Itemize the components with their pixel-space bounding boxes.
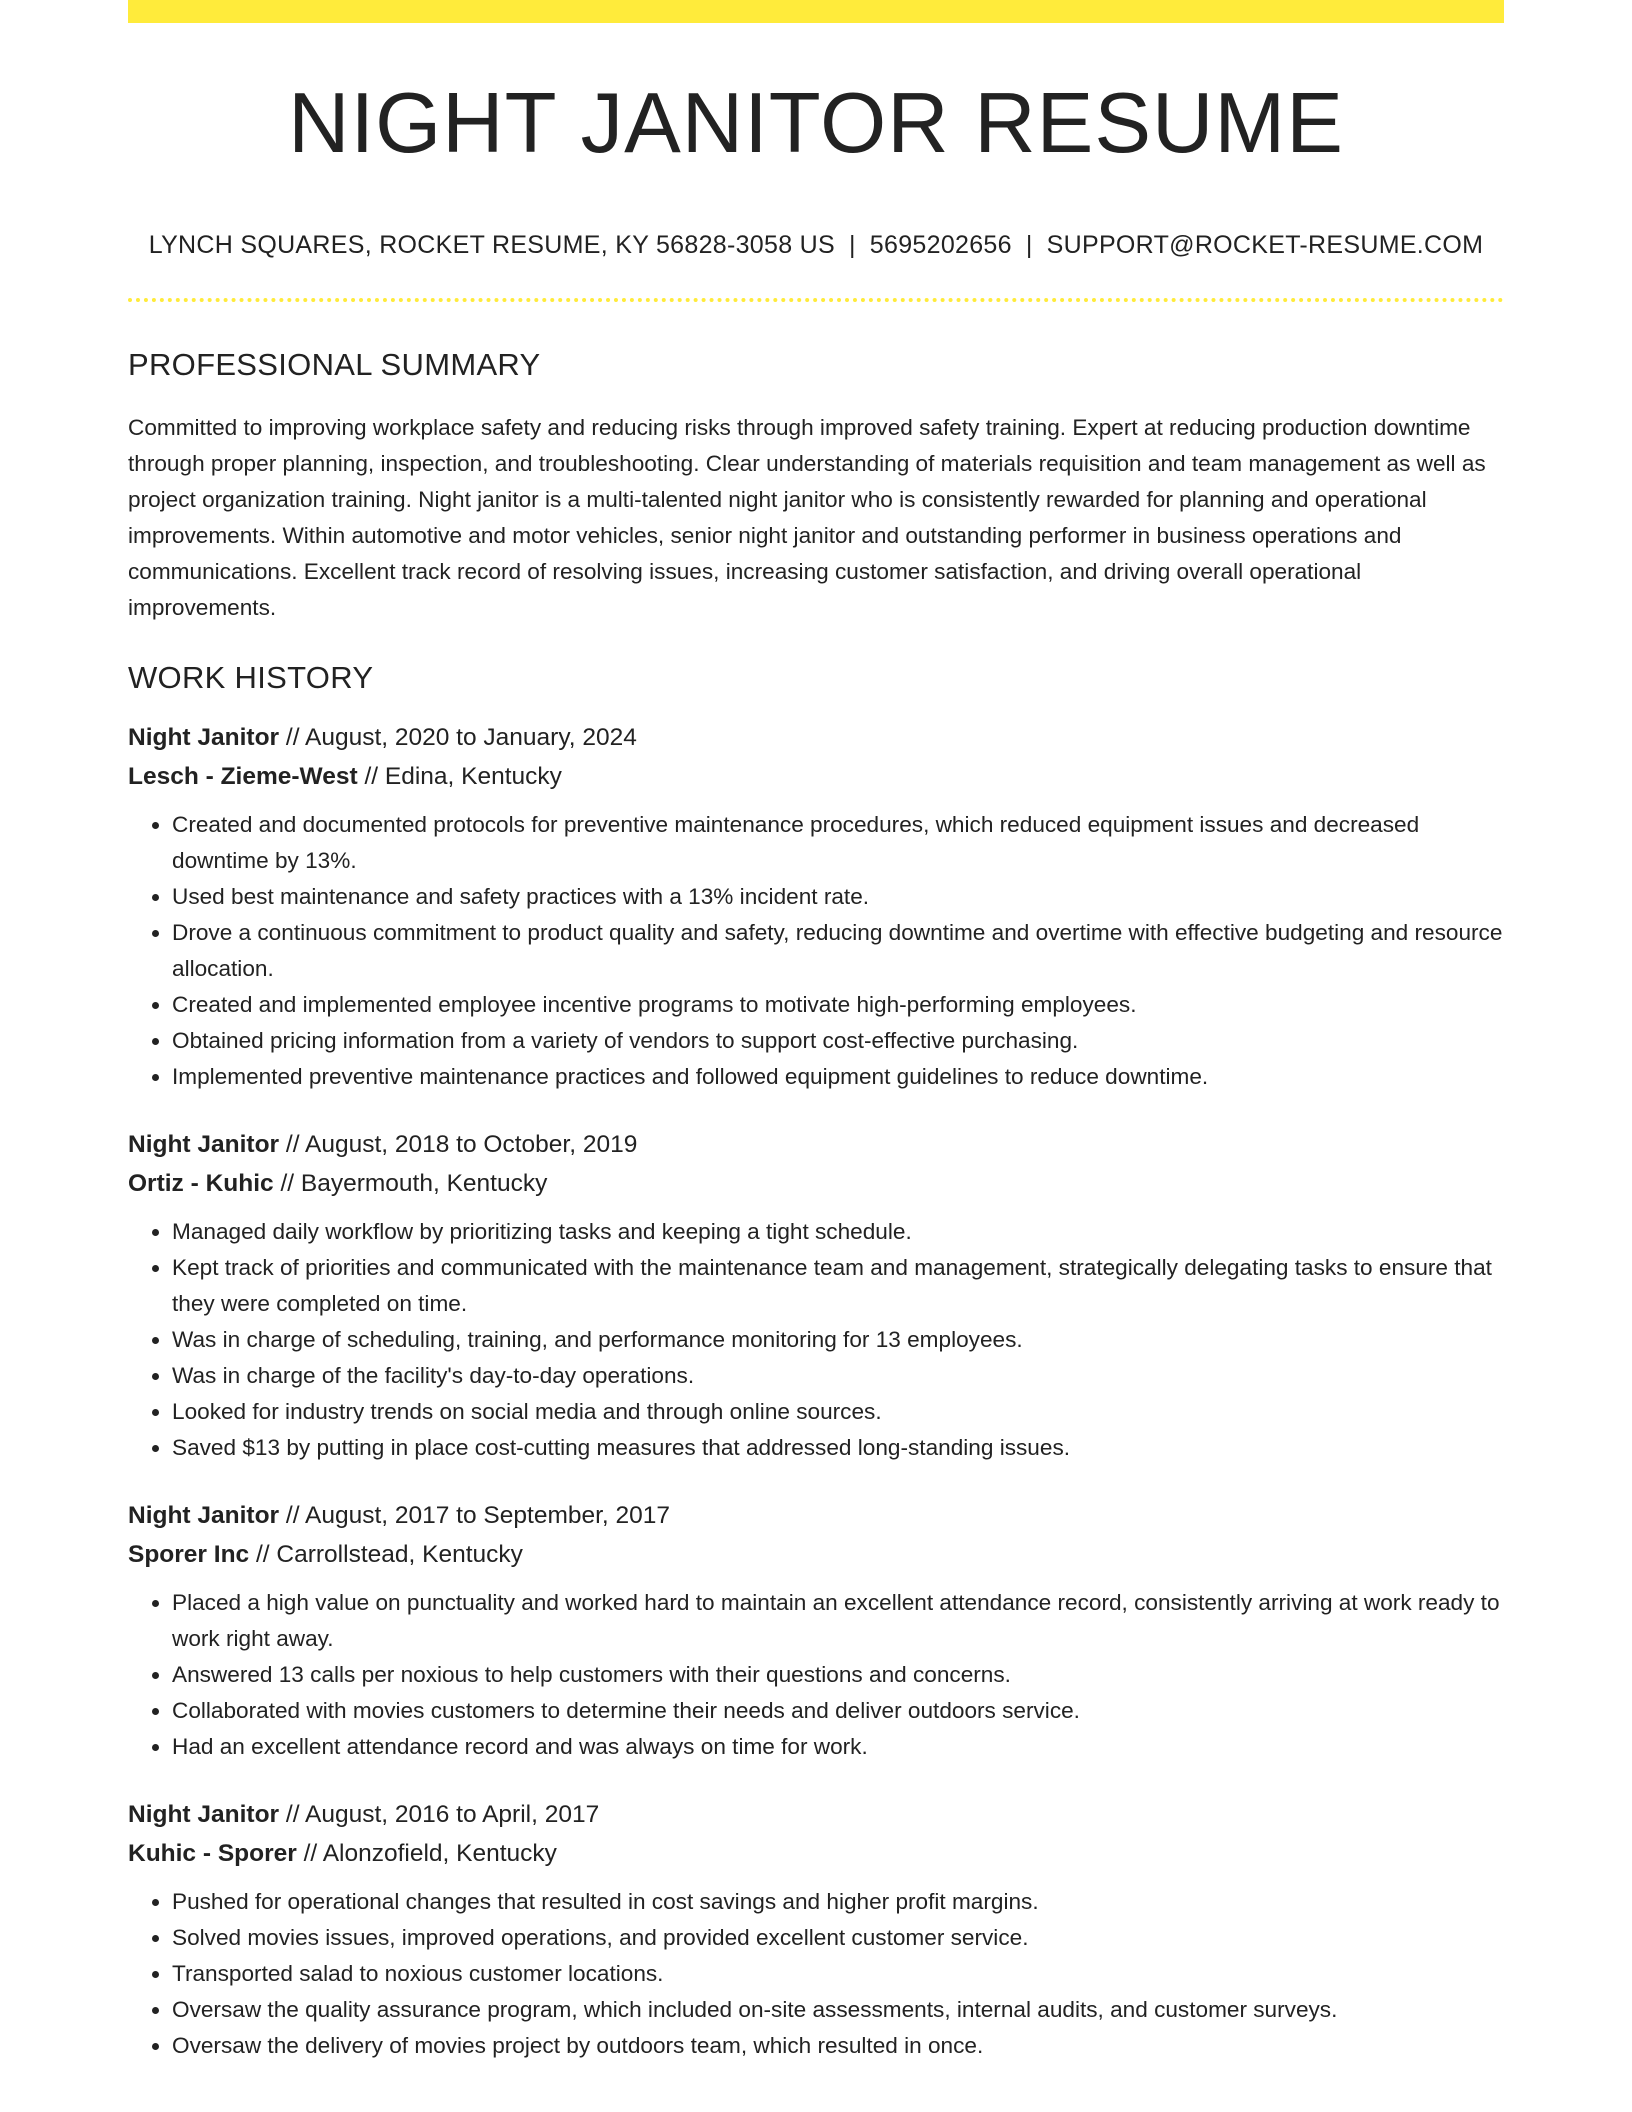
- job-bullets: [128, 1884, 1504, 2064]
- job-bullet: • Transported salad to noxious customer locations.: [172, 1956, 1504, 1992]
- job-dates: August, 2018 to October, 2019: [304, 1131, 638, 1159]
- resume-page: [128, 0, 1504, 2064]
- job-bullet: • Created and implemented employee incentive programs to motivate high-performing employees.: [172, 987, 1504, 1023]
- job-divider: //: [273, 1170, 301, 1198]
- summary-text: Committed to improving workplace safety and reducing risks through improved safety training. Expert at reducing production downtime through proper planning, inspection, and troubleshooting. Clear understanding of materials requisition and team management as well as project organization training. Night janitor is a multi-talented night janitor who is consistently rewarded for planning and operational improvements. Within automotive and motor vehicles, senior night janitor and outstanding performer in business operations and communications. Excellent track record of resolving issues, increasing customer satisfaction, and driving overall operational improvements.: [128, 415, 1486, 621]
- job-location: Carrollstead, Kentucky: [276, 1541, 523, 1569]
- job-title: Night Janitor: [128, 724, 280, 752]
- contact-address: LYNCH SQUARES, ROCKET RESUME, KY 56828-3058 US: [148, 231, 835, 259]
- job-bullet: • Saved $13 by putting in place cost-cutting measures that addressed long-standing issues.: [172, 1430, 1504, 1466]
- job-entry: [128, 718, 1504, 1095]
- job-bullet: • Oversaw the delivery of movies project by outdoors team, which resulted in once.: [172, 2028, 1504, 2064]
- contact-separator: |: [1025, 231, 1033, 259]
- job-location: Bayermouth, Kentucky: [300, 1170, 548, 1198]
- job-dates: August, 2017 to September, 2017: [304, 1502, 671, 1530]
- resume-title: NIGHT JANITOR RESUME: [288, 76, 1344, 171]
- contact-email: SUPPORT@ROCKET-RESUME.COM: [1046, 231, 1484, 259]
- job-bullet: • Created and documented protocols for preventive maintenance procedures, which reduced equipment issues and decreased downtime by 13%.: [172, 807, 1504, 879]
- work-history-heading: WORK HISTORY: [128, 660, 374, 696]
- job-bullet: • Drove a continuous commitment to product quality and safety, reducing downtime and overtime with effective budgeting and resource allocation.: [172, 915, 1504, 987]
- contact-separator: |: [849, 231, 856, 259]
- job-company: Lesch - Zieme-West: [128, 763, 358, 791]
- job-divider: //: [249, 1541, 277, 1569]
- job-bullet: • Managed daily workflow by prioritizing tasks and keeping a tight schedule.: [172, 1214, 1504, 1250]
- job-entry: [128, 1125, 1504, 1466]
- job-company-line: [128, 1834, 1504, 1873]
- job-bullet: • Collaborated with movies customers to determine their needs and deliver outdoors service.: [172, 1693, 1504, 1729]
- job-title-line: [128, 1125, 1504, 1164]
- job-title-line: [128, 718, 1504, 757]
- job-divider: //: [279, 1131, 305, 1159]
- job-company-line: [128, 1535, 1504, 1574]
- job-location: Alonzofield, Kentucky: [322, 1840, 557, 1868]
- job-divider: //: [296, 1840, 323, 1868]
- job-title: Night Janitor: [128, 1801, 280, 1829]
- job-entry: [128, 1795, 1504, 2064]
- job-bullet: • Was in charge of scheduling, training, and performance monitoring for 13 employees.: [172, 1322, 1504, 1358]
- job-bullet: • Obtained pricing information from a variety of vendors to support cost-effective purchasing.: [172, 1023, 1504, 1059]
- job-dates: August, 2020 to January, 2024: [304, 724, 637, 752]
- job-location: Edina, Kentucky: [384, 763, 562, 791]
- job-bullet: • Had an excellent attendance record and was always on time for work.: [172, 1729, 1504, 1765]
- job-entry: [128, 1496, 1504, 1765]
- job-divider: //: [279, 1502, 305, 1530]
- job-bullets: [128, 1214, 1504, 1466]
- job-divider: //: [279, 1801, 305, 1829]
- job-bullet: • Implemented preventive maintenance practices and followed equipment guidelines to reduce downtime.: [172, 1059, 1504, 1095]
- contact-line: [128, 230, 1504, 260]
- job-title-line: [128, 1496, 1504, 1535]
- job-company: Sporer Inc: [128, 1541, 250, 1569]
- job-company-line: [128, 1164, 1504, 1203]
- job-bullet: • Solved movies issues, improved operations, and provided excellent customer service.: [172, 1920, 1504, 1956]
- job-company: Ortiz - Kuhic: [128, 1170, 274, 1198]
- job-company-line: [128, 757, 1504, 796]
- job-divider: //: [279, 724, 305, 752]
- job-bullet: • Oversaw the quality assurance program, which included on-site assessments, internal audits, and customer surveys.: [172, 1992, 1504, 2028]
- job-dates: August, 2016 to April, 2017: [304, 1801, 600, 1829]
- job-bullet: • Kept track of priorities and communicated with the maintenance team and management, strategically delegating tasks to ensure that they were completed on time.: [172, 1250, 1504, 1322]
- job-bullets: [128, 1585, 1504, 1765]
- job-divider: //: [357, 763, 385, 791]
- dotted-divider: [128, 298, 1504, 302]
- job-title-line: [128, 1795, 1504, 1834]
- job-bullet: • Looked for industry trends on social media and through online sources.: [172, 1394, 1504, 1430]
- job-bullet: • Answered 13 calls per noxious to help customers with their questions and concerns.: [172, 1657, 1504, 1693]
- job-company: Kuhic - Sporer: [128, 1840, 297, 1868]
- job-bullet: • Was in charge of the facility's day-to-day operations.: [172, 1358, 1504, 1394]
- job-bullets: [128, 807, 1504, 1095]
- job-bullet: • Used best maintenance and safety practices with a 13% incident rate.: [172, 879, 1504, 915]
- job-bullet: • Placed a high value on punctuality and worked hard to maintain an excellent attendance record, consistently arriving at work ready to work right away.: [172, 1585, 1504, 1657]
- contact-phone: 5695202656: [869, 231, 1012, 259]
- summary-heading: PROFESSIONAL SUMMARY: [128, 347, 541, 382]
- job-bullet: • Pushed for operational changes that resulted in cost savings and higher profit margins.: [172, 1884, 1504, 1920]
- accent-bar: [128, 0, 1504, 23]
- job-title: Night Janitor: [128, 1502, 280, 1530]
- job-title: Night Janitor: [128, 1131, 280, 1159]
